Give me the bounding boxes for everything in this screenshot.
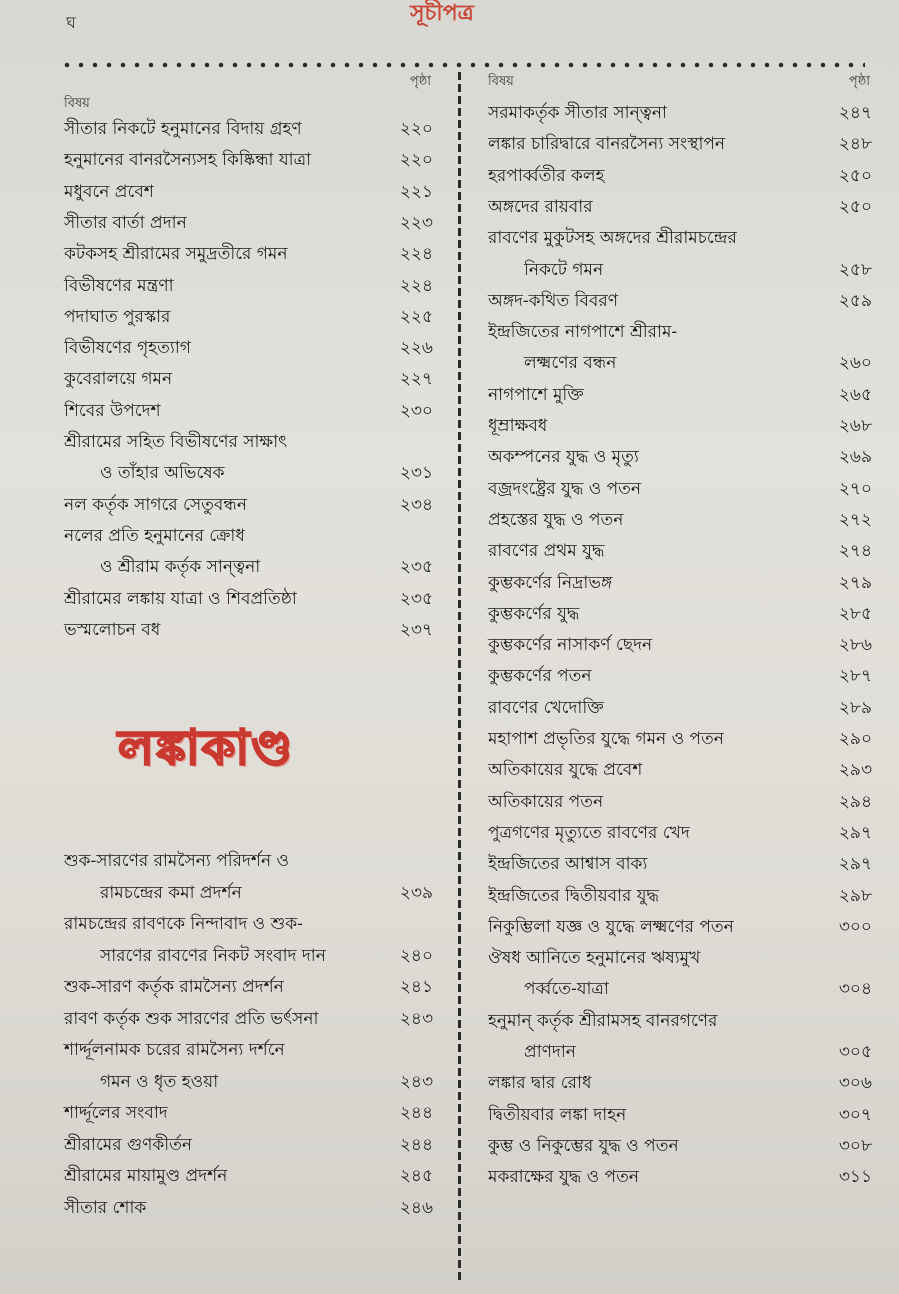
toc-entry-title: হনুমানের বানরসৈন্যসহ কিষ্কিন্ধা যাত্রা bbox=[64, 150, 312, 171]
contents-title: সূচীপত্র bbox=[410, 0, 474, 26]
toc-entry-title: পুত্রগণের মৃত্যুতে রাবণের খেদ bbox=[488, 822, 690, 843]
toc-entry-page: ২৩১ bbox=[399, 463, 433, 484]
toc-entry-page: ২৬৮ bbox=[838, 416, 872, 436]
toc-entry-title: ইন্দ্রজিতের নাগপাশে শ্রীরাম- bbox=[488, 322, 678, 343]
toc-entry-title: ও তাঁহার অভিষেক bbox=[100, 463, 225, 484]
toc-entry-page: ২৭২ bbox=[838, 509, 872, 530]
toc-entry-title: রাবণের মুকুটসহ অঙ্গদের শ্রীরামচন্দ্রের bbox=[488, 228, 737, 249]
toc-entry-page: ২৯৭ bbox=[838, 822, 872, 843]
page-header bbox=[0, 0, 899, 30]
left-column-header bbox=[60, 70, 435, 111]
toc-entry-page: ২৩৯ bbox=[399, 882, 433, 903]
toc-entry-title: সীতার শোক bbox=[64, 1197, 147, 1218]
toc-entry-title: নিকটে গমন bbox=[524, 259, 604, 280]
toc-entry-title: শ্রীরামের মায়ামুণ্ড প্রদর্শন bbox=[64, 1166, 228, 1186]
toc-entry-page: ২৬৫ bbox=[838, 384, 872, 405]
toc-entry-page: ২৮৬ bbox=[838, 635, 872, 656]
toc-entry-title: সীতার নিকটে হনুমানের বিদায় গ্রহণ bbox=[64, 119, 302, 139]
toc-entry-page: ২৭৪ bbox=[838, 541, 872, 562]
toc-entry-title: রাবণ কর্তৃক শুক সারণের প্রতি ভর্ৎসনা bbox=[64, 1008, 319, 1029]
toc-entry-title: রামচন্দ্রের কমা প্রদর্শন bbox=[100, 882, 242, 903]
toc-entry-page: ২২৫ bbox=[399, 306, 433, 327]
toc-entry-page: ২৫০ bbox=[838, 196, 872, 217]
toc-entry-page: ২২৪ bbox=[399, 244, 433, 265]
toc-entry-title: কুম্ভ ও নিকুম্ভের যুদ্ধ ও পতন bbox=[488, 1135, 679, 1156]
toc-entry-page: ২৯০ bbox=[838, 729, 872, 749]
toc-entry-title: বজ্রদংষ্ট্রের যুদ্ধ ও পতন bbox=[488, 478, 642, 499]
toc-entry-page: ৩০৪ bbox=[838, 979, 872, 1000]
toc-entry-title: শার্দ্দূলনামক চরের রামসৈন্য দর্শনে bbox=[64, 1040, 285, 1060]
toc-entry-page: ২৫০ bbox=[838, 165, 872, 186]
right-column bbox=[484, 70, 874, 1188]
toc-entry-title: শ্রীরামের সহিত বিভীষণের সাক্ষাৎ bbox=[64, 432, 288, 452]
toc-entry-title: কটকসহ শ্রীরামের সমুদ্রতীরে গমন bbox=[64, 244, 288, 265]
toc-entry-title: নলের প্রতি হনুমানের ক্রোধ bbox=[64, 525, 245, 546]
toc-entry-page: ২৯৭ bbox=[838, 854, 872, 875]
section-heading bbox=[118, 712, 378, 782]
toc-entry-title: লক্ষ্মণের বন্ধন bbox=[524, 353, 617, 374]
toc-entry-title: শুক-সারণের রামসৈন্য পরিদর্শন ও bbox=[64, 851, 290, 871]
toc-entry-title: কুম্ভকর্ণের পতন bbox=[488, 666, 592, 687]
toc-entry-page: ৩০৬ bbox=[838, 1073, 872, 1094]
page-label: পৃষ্ঠা bbox=[848, 74, 870, 89]
toc-entry-title: কুম্ভকর্ণের নিদ্রাভঙ্গ bbox=[488, 572, 613, 593]
toc-entry-title: ও শ্রীরাম কর্তৃক সান্ত্বনা bbox=[100, 557, 261, 578]
toc-entry-page: ২৫৯ bbox=[838, 290, 872, 311]
toc-entry-page: ৩১১ bbox=[838, 1167, 872, 1188]
toc-entry-title: হরপার্ব্বতীর কলহ bbox=[488, 165, 605, 186]
toc-entry-page: ২৩০ bbox=[399, 400, 433, 421]
toc-entry-page: ২৩৫ bbox=[399, 588, 433, 609]
toc-entry-title: লঙ্কার দ্বার রোধ bbox=[488, 1073, 592, 1094]
toc-entry-title: মকরাক্ষের যুদ্ধ ও পতন bbox=[488, 1167, 639, 1188]
toc-entry-title: শ্রীরামের গুণকীর্তন bbox=[64, 1134, 193, 1155]
section-title: লঙ্কাকাণ্ড bbox=[118, 720, 294, 776]
toc-entry-page: ২৭৯ bbox=[838, 572, 872, 593]
toc-entry-title: ইন্দ্রজিতের দ্বিতীয়বার যুদ্ধ bbox=[488, 885, 660, 906]
right-column-header bbox=[484, 70, 874, 96]
toc-entry-page: ২৯৮ bbox=[838, 885, 872, 906]
toc-entry-title: সারণের রাবণের নিকট সংবাদ দান bbox=[100, 945, 326, 966]
toc-entry-title: মহাপাশ প্রভৃতির যুদ্ধে গমন ও পতন bbox=[488, 729, 724, 749]
toc-entry-title: পদাঘাত পুরস্কার bbox=[64, 306, 171, 327]
toc-entry-page: ৩০৫ bbox=[838, 1042, 872, 1062]
toc-entry-page: ২৭০ bbox=[838, 478, 872, 499]
toc-entry-title: ভস্মলোচন বধ bbox=[64, 619, 161, 640]
toc-entry-title: কুম্ভকর্ণের যুদ্ধ bbox=[488, 603, 580, 624]
toc-entry-page: ২৮৯ bbox=[838, 697, 872, 718]
toc-entry-page: ২৪৪ bbox=[399, 1134, 433, 1155]
toc-entry-title: পর্ব্বতে-যাত্রা bbox=[524, 979, 609, 1000]
toc-entry-page: ২৬০ bbox=[838, 353, 872, 374]
toc-entry-title: শুক-সারণ কর্তৃক রামসৈন্য প্রদর্শন bbox=[64, 977, 284, 997]
toc-entry-title: রাবণের খেদোক্তি bbox=[488, 697, 604, 718]
toc-entry-page: ২৪৪ bbox=[399, 1103, 433, 1123]
toc-entry-page: ৩০৭ bbox=[838, 1104, 872, 1125]
toc-entry-title: নল কর্তৃক সাগরে সেতুবন্ধন bbox=[64, 494, 248, 515]
toc-entry-title: প্রাণদান bbox=[524, 1042, 576, 1062]
toc-entry-title: নাগপাশে মুক্তি bbox=[488, 384, 584, 405]
toc-entry-page: ২৪৭ bbox=[838, 103, 872, 123]
toc-entry-title: রাবণের প্রথম যুদ্ধ bbox=[488, 541, 605, 562]
toc-entry-title: লঙ্কার চারিদ্বারে বানরসৈন্য সংস্থাপন bbox=[488, 134, 726, 155]
toc-entry-title: ঔষধ আনিতে হনুমানের ঋষ্যমুখ bbox=[488, 948, 701, 969]
toc-entry-title: ধূম্রাক্ষবধ bbox=[488, 416, 548, 436]
toc-entry-page: ২৪১ bbox=[399, 977, 433, 997]
page-number: ঘ bbox=[66, 13, 76, 32]
toc-entry-page: ২২০ bbox=[399, 119, 433, 139]
column-divider bbox=[458, 72, 461, 1282]
toc-entry-page: ২৩৭ bbox=[399, 619, 433, 640]
toc-entry-title: মধুবনে প্রবেশ bbox=[64, 181, 154, 202]
subject-label: বিষয় bbox=[64, 96, 90, 111]
toc-entry-title: অকম্পনের যুদ্ধ ও মৃত্যু bbox=[488, 447, 639, 468]
toc-entry-title: শার্দ্দূলের সংবাদ bbox=[64, 1103, 168, 1123]
toc-entry-page: ২৪৬ bbox=[399, 1197, 433, 1218]
toc-entry-title: হনুমান্ কর্তৃক শ্রীরামসহ বানরগণের bbox=[488, 1010, 718, 1031]
toc-entry-title: প্রহস্তের যুদ্ধ ও পতন bbox=[488, 509, 624, 530]
subject-label: বিষয় bbox=[488, 74, 514, 89]
toc-entry-page: ২৫৮ bbox=[838, 259, 872, 280]
toc-entry-page: ২৪০ bbox=[399, 945, 433, 966]
toc-entry-page: ২৮৫ bbox=[838, 603, 872, 624]
toc-entry-page: ২২০ bbox=[399, 150, 433, 171]
toc-entry-page: ২২৩ bbox=[399, 212, 433, 233]
toc-entry-page: ২২৪ bbox=[399, 275, 433, 296]
toc-entry-page: ৩০৮ bbox=[838, 1135, 872, 1156]
toc-entry-title: সীতার বার্তা প্রদান bbox=[64, 212, 187, 233]
toc-entry-page: ২৪৫ bbox=[399, 1166, 433, 1186]
toc-entry-title: কুবেরালয়ে গমন bbox=[64, 369, 173, 390]
toc-entry-page: ২৬৯ bbox=[838, 447, 872, 468]
toc-entry-page: ২৪৩ bbox=[399, 1008, 433, 1029]
toc-entry-page: ২৪৩ bbox=[399, 1071, 433, 1092]
toc-entry-page: ৩০০ bbox=[838, 916, 872, 937]
toc-entry-page: ২৯৩ bbox=[838, 760, 872, 781]
toc-entry-page: ২৮৭ bbox=[838, 666, 872, 687]
toc-entry-page: ২৩৪ bbox=[399, 494, 433, 515]
toc-entry-title: কুম্ভকর্ণের নাসাকর্ণ ছেদন bbox=[488, 635, 653, 656]
toc-entry-title: ইন্দ্রজিতের আশ্বাস বাক্য bbox=[488, 854, 648, 875]
toc-entry-title: দ্বিতীয়বার লঙ্কা দাহন bbox=[488, 1104, 627, 1125]
toc-entry-title: অঙ্গদ-কথিত বিবরণ bbox=[488, 290, 619, 311]
toc-entry-page: ২৪৮ bbox=[838, 134, 872, 155]
toc-entry-title: শিবের উপদেশ bbox=[64, 400, 161, 421]
toc-entry-page: ২২১ bbox=[399, 181, 433, 202]
toc-entry-title: বিভীষণের গৃহত্যাগ bbox=[64, 338, 191, 359]
toc-entry-title: রামচন্দ্রের রাবণকে নিন্দাবাদ ও শুক- bbox=[64, 914, 303, 934]
toc-entry-page: ২২৬ bbox=[399, 338, 433, 359]
toc-entry-title: গমন ও ধৃত হওয়া bbox=[100, 1071, 219, 1092]
toc-entry-title: শ্রীরামের লঙ্কায় যাত্রা ও শিবপ্রতিষ্ঠা bbox=[64, 588, 297, 609]
toc-entry-page: ২২৭ bbox=[399, 369, 433, 390]
toc-entry-title: সরমাকর্তৃক সীতার সান্ত্বনা bbox=[488, 103, 667, 123]
toc-entry-page: ২৩৫ bbox=[399, 557, 433, 578]
toc-entry-page: ২৯৪ bbox=[838, 791, 872, 812]
toc-entry-title: অতিকায়ের পতন bbox=[488, 791, 604, 812]
page-label: পৃষ্ঠা bbox=[409, 74, 431, 89]
toc-entry-title: নিকুম্ভিলা যজ্ঞ ও যুদ্ধে লক্ষ্মণের পতন bbox=[488, 916, 734, 937]
toc-entry-title: বিভীষণের মন্ত্রণা bbox=[64, 275, 174, 296]
toc-entry-title: অতিকায়ের যুদ্ধে প্রবেশ bbox=[488, 760, 643, 781]
toc-entry-title: অঙ্গদের রায়বার bbox=[488, 196, 593, 217]
